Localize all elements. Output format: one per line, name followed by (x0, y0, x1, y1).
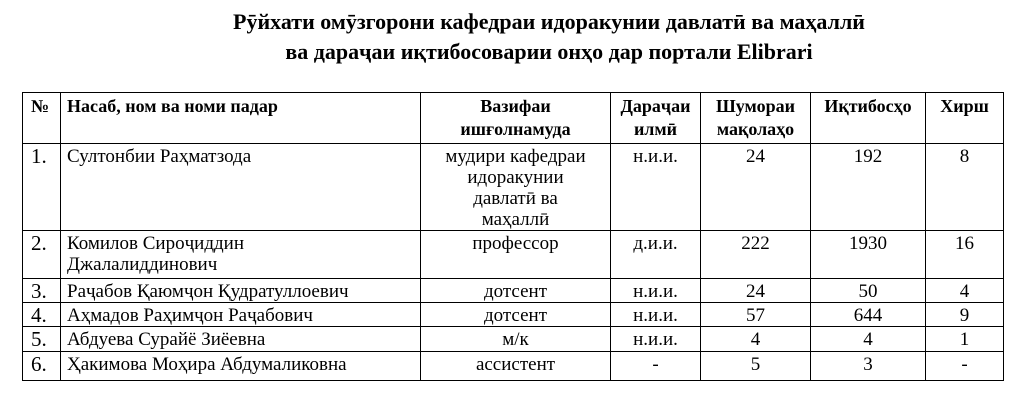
cell-degree: - (611, 352, 701, 381)
cell-number: 2. (23, 231, 61, 279)
cell-position: дотсент (421, 303, 611, 327)
cell-degree: н.и.и. (611, 327, 701, 352)
header-position: Вазифаи ишғолнамуда (421, 93, 611, 144)
cell-citations: 50 (811, 279, 926, 303)
cell-position: мудири кафедраи идоракунии давлатӣ ва маҳаллӣ (421, 144, 611, 231)
cell-number: 3. (23, 279, 61, 303)
page-title-line-1: Рӯйхати омӯзгорони кафедраи идоракунии давлатӣ ва маҳаллӣ (233, 9, 865, 34)
cell-h-index: 16 (926, 231, 1004, 279)
table-row (23, 303, 1004, 327)
cell-name: Комилов Сироҷиддин Джалалиддинович (61, 231, 421, 279)
cell-h-index: 4 (926, 279, 1004, 303)
cell-name: Аҳмадов Раҳимҷон Раҷабович (61, 303, 421, 327)
header-row (23, 93, 1004, 144)
cell-articles: 5 (701, 352, 811, 381)
cell-citations: 192 (811, 144, 926, 231)
cell-articles: 222 (701, 231, 811, 279)
cell-h-index: 8 (926, 144, 1004, 231)
cell-degree: д.и.и. (611, 231, 701, 279)
cell-h-index: - (926, 352, 1004, 381)
page-title-line-2: ва дараҷаи иқтибосоварии онҳо дар портали Elibrari (285, 39, 813, 64)
table-row (23, 327, 1004, 352)
table-row (23, 352, 1004, 381)
header-articles: Шумораи мақолаҳо (701, 93, 811, 144)
table-body (23, 144, 1004, 381)
cell-number: 6. (23, 352, 61, 381)
header-citations: Иқтибосҳо (811, 93, 926, 144)
page-title (98, 7, 1000, 67)
cell-articles: 4 (701, 327, 811, 352)
cell-name: Раҷабов Қаюмҷон Қудратуллоевич (61, 279, 421, 303)
table-row (23, 144, 1004, 231)
cell-number: 5. (23, 327, 61, 352)
cell-name: Ҳакимова Моҳира Абдумаликовна (61, 352, 421, 381)
cell-articles: 57 (701, 303, 811, 327)
header-degree: Дараҷаи илмӣ (611, 93, 701, 144)
cell-name: Султонбии Раҳматзода (61, 144, 421, 231)
cell-h-index: 1 (926, 327, 1004, 352)
cell-citations: 3 (811, 352, 926, 381)
cell-articles: 24 (701, 279, 811, 303)
table-row (23, 279, 1004, 303)
header-name: Насаб, ном ва номи падар (61, 93, 421, 144)
faculty-table (22, 92, 1004, 381)
cell-degree: н.и.и. (611, 279, 701, 303)
cell-citations: 4 (811, 327, 926, 352)
cell-number: 4. (23, 303, 61, 327)
table-row (23, 231, 1004, 279)
cell-articles: 24 (701, 144, 811, 231)
cell-number: 1. (23, 144, 61, 231)
header-h-index: Хирш (926, 93, 1004, 144)
cell-position: дотсент (421, 279, 611, 303)
cell-h-index: 9 (926, 303, 1004, 327)
header-number: № (23, 93, 61, 144)
cell-position: профессор (421, 231, 611, 279)
cell-position: м/к (421, 327, 611, 352)
cell-position: ассистент (421, 352, 611, 381)
cell-degree: н.и.и. (611, 144, 701, 231)
cell-citations: 644 (811, 303, 926, 327)
table-header (23, 93, 1004, 144)
cell-citations: 1930 (811, 231, 926, 279)
cell-name: Абдуева Сурайё Зиёевна (61, 327, 421, 352)
cell-degree: н.и.и. (611, 303, 701, 327)
